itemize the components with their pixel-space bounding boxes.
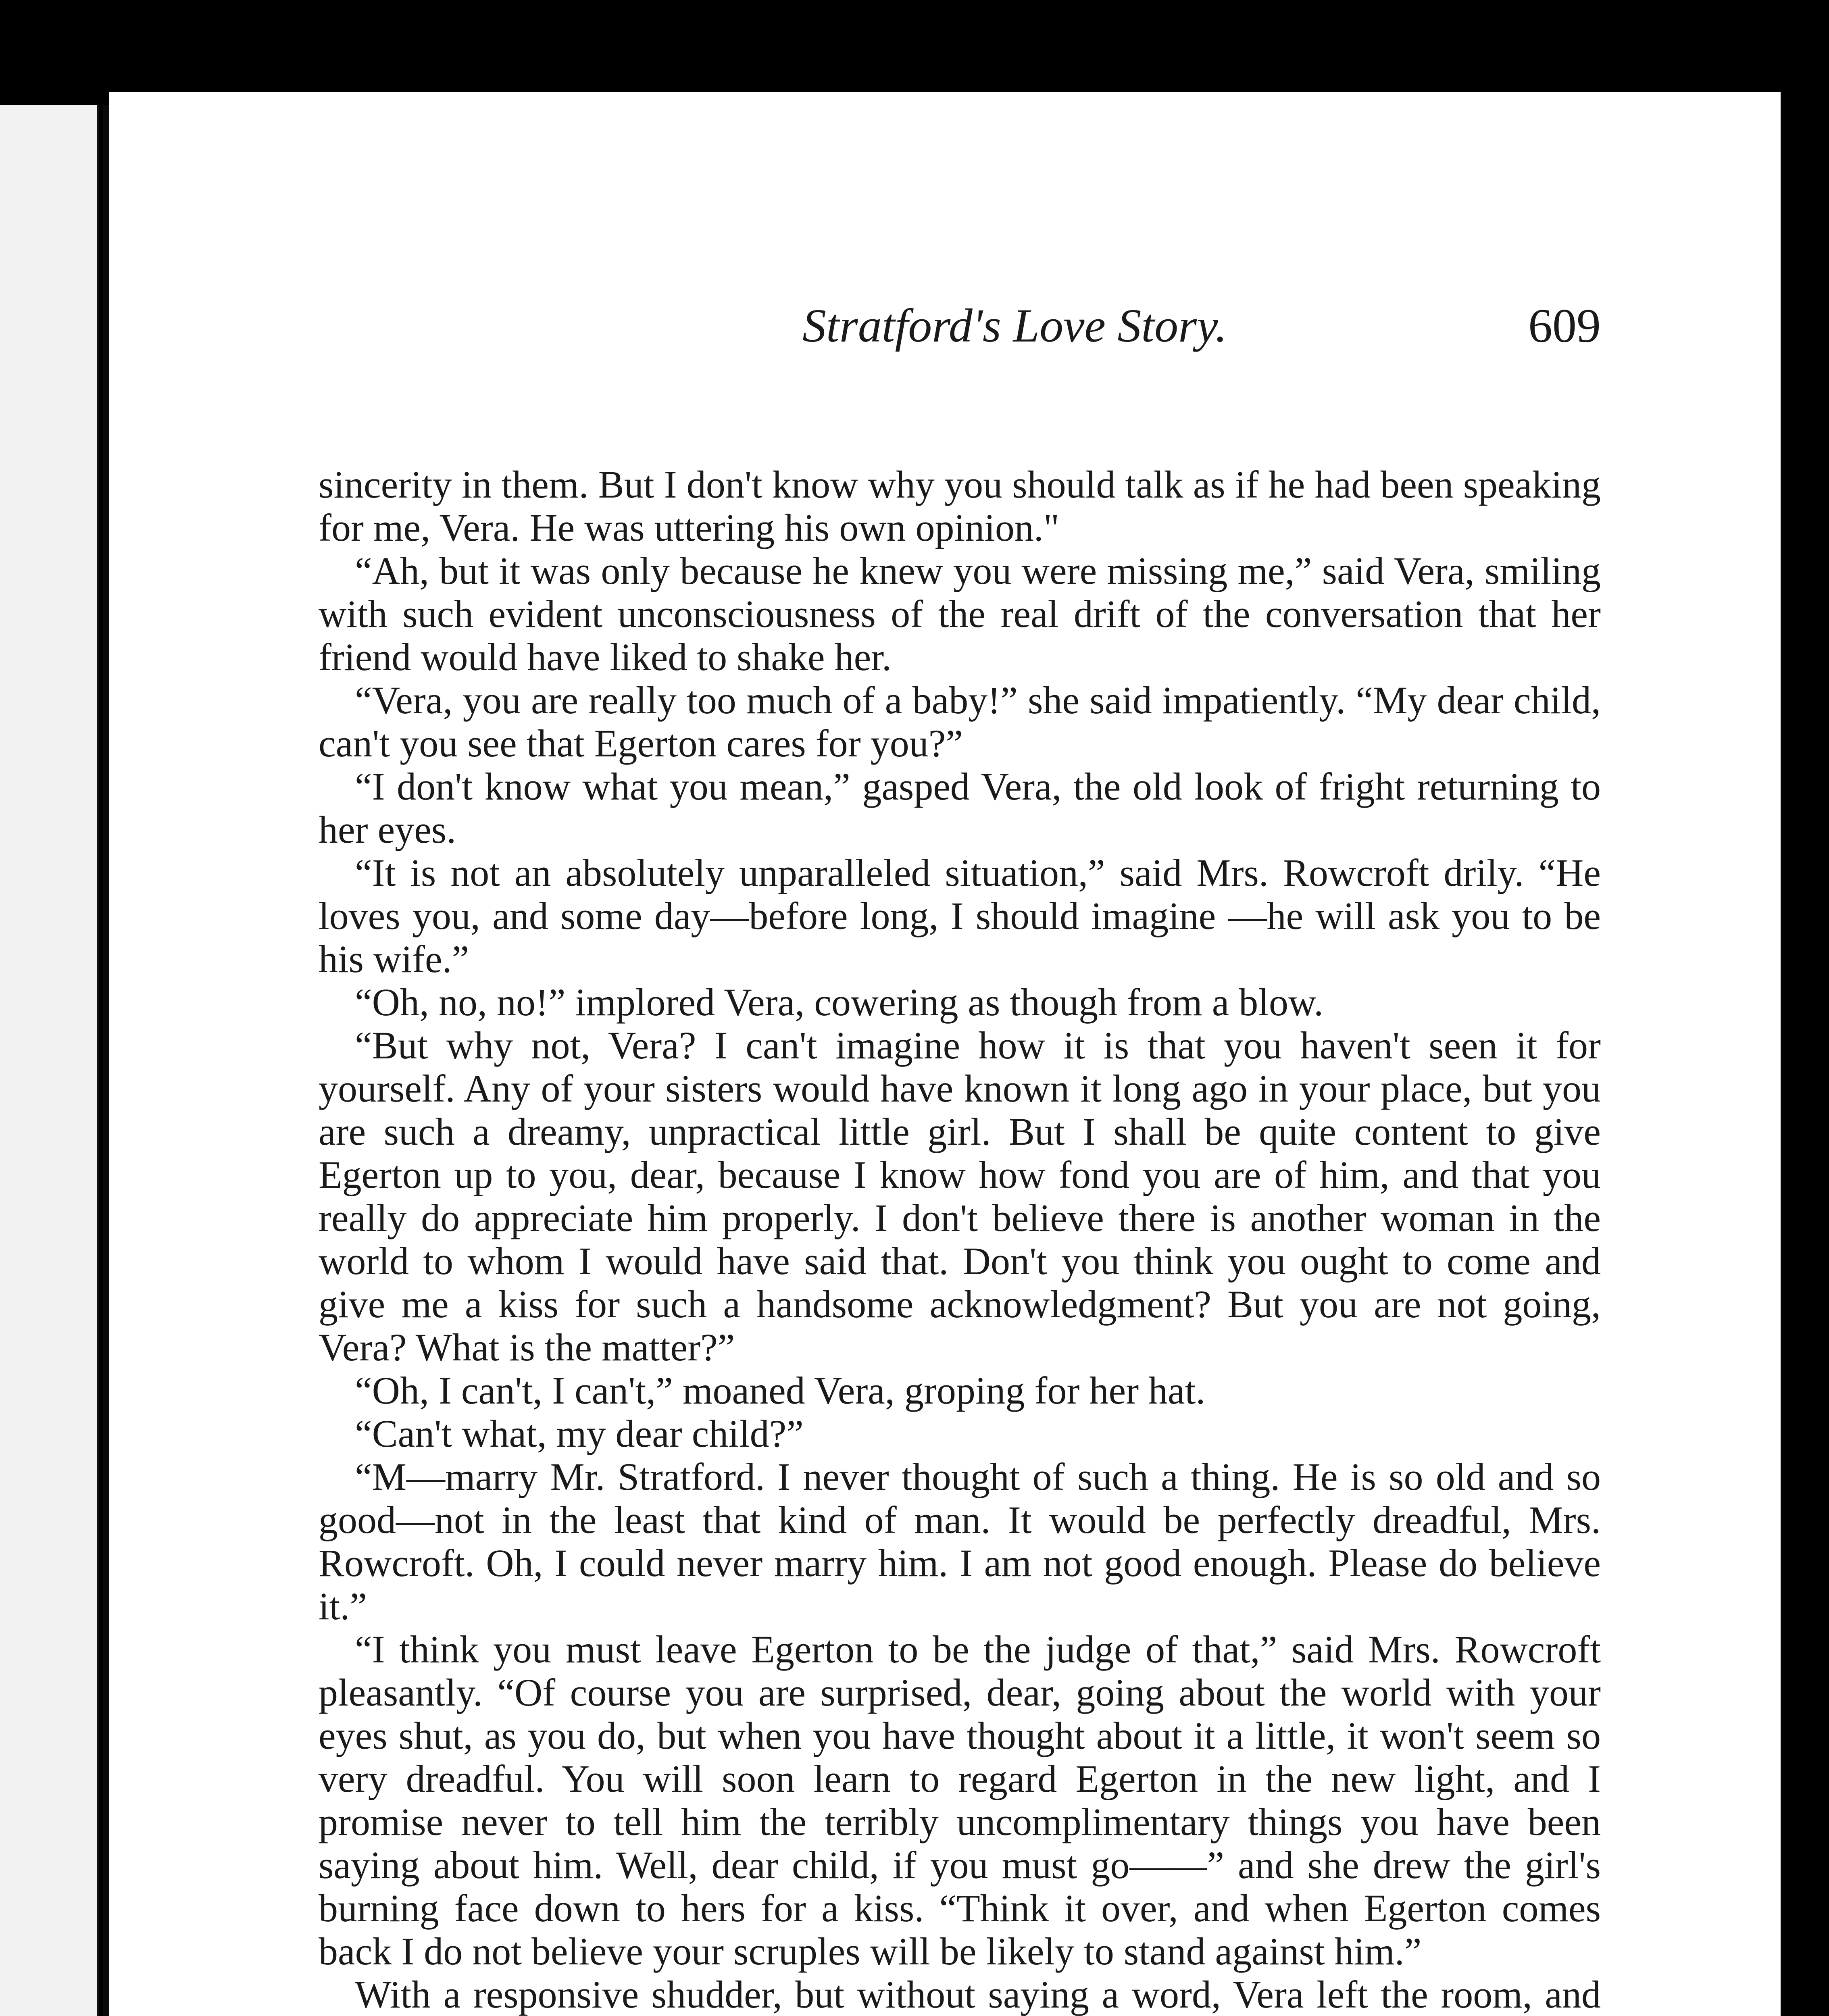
paragraph: “Ah, but it was only because he knew you were missing me,” said Vera, smiling with such evident unconsciousness of the real drift of the conversation that her friend would have liked to shake her. xyxy=(319,549,1601,679)
paragraph: “Oh, I can't, I can't,” moaned Vera, groping for her hat. xyxy=(355,1369,1206,1412)
paragraph: sincerity in them. But I don't know why you should talk as if he had been speaking for me, Vera. He was uttering his own opinion." xyxy=(319,463,1601,549)
paragraph: “But why not, Vera? I can't imagine how it is that you haven't seen it for yourself. Any of your sisters would have known it long ago in your place, but you are such a dreamy, unpractical little girl. But I shall be quite content to give Egerton up to you, dear, because I know how fond you are of him, and that you really do appreciate him properly. I don't believe there is another woman in the world to whom I would have said that. Don't you think you ought to come and give me a kiss for such a handsome acknowledgment? But you are not going, Vera? What is the matter?” xyxy=(319,1024,1601,1369)
running-title: Stratford's Love Story. xyxy=(802,299,1227,352)
paragraph: “Oh, no, no!” implored Vera, cowering as though from a blow. xyxy=(355,981,1324,1024)
paragraph: “Can't what, my dear child?” xyxy=(355,1412,804,1455)
left-page-edge xyxy=(0,105,99,2016)
running-head xyxy=(319,285,1601,366)
paragraph: “I think you must leave Egerton to be the judge of that,” said Mrs. Rowcroft pleasantly. “Of course you are surprised, dear, going about the world with your eyes shut, as you do, but when you have thought about it a little, it won't seem so very dreadful. You will soon learn to regard Egerton in the new light, and I promise never to tell him the terribly uncomplimentary things you have been saying about him. Well, dear child, if you must go——” and she drew the girl's burning face down to hers for a kiss. “Think it over, and when Egerton comes back I do not believe your scruples will be likely to stand against him.” xyxy=(319,1628,1601,1973)
book-page xyxy=(109,92,1781,2016)
body-text xyxy=(319,463,1601,2016)
paragraph: “M—marry Mr. Stratford. I never thought of such a thing. He is so old and so good—not in the least that kind of man. It would be perfectly dreadful, Mrs. Rowcroft. Oh, I could never marry him. I am not good enough. Please do believe it.” xyxy=(319,1455,1601,1628)
paragraph: With a responsive shudder, but without saying a word, Vera left the room, and xyxy=(355,1973,1601,2016)
paragraph: “Vera, you are really too much of a baby!” she said impatiently. “My dear child, can't you see that Egerton cares for you?” xyxy=(319,679,1601,765)
paragraph: “I don't know what you mean,” gasped Vera, the old look of fright returning to her eyes. xyxy=(319,765,1601,851)
paragraph: “It is not an absolutely unparalleled situation,” said Mrs. Rowcroft drily. “He loves you, and some day—before long, I should imagine —he will ask you to be his wife.” xyxy=(319,851,1601,981)
page-number: 609 xyxy=(1528,299,1601,352)
